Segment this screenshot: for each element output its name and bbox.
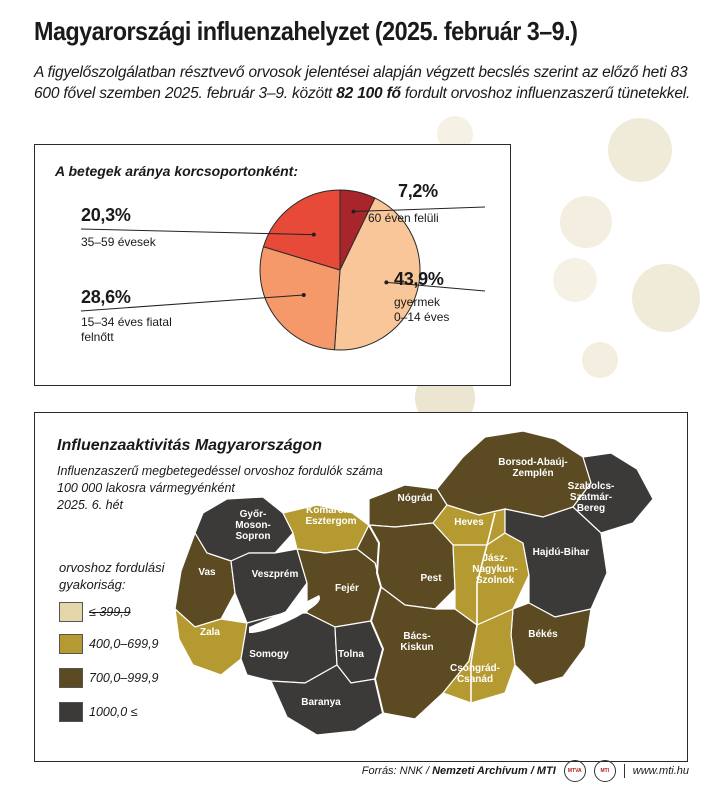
map-panel (34, 412, 688, 762)
source-text: Forrás: NNK / Nemzeti Archívum / MTI (361, 765, 556, 777)
label-15-34: 15–34 éves fiatal felnőtt (81, 315, 172, 344)
label-60: 60 éven felüli (368, 211, 439, 225)
legend-item-2: 400,0–699,9 (59, 633, 159, 655)
pie-title: A betegek aránya korcsoportonként: (55, 163, 298, 179)
county-label-somogy: Somogy (249, 649, 289, 660)
footer-url[interactable]: www.mti.hu (632, 765, 689, 777)
lead-highlight: 82 100 fő (336, 85, 401, 102)
legend-item-4: 1000,0 ≤ (59, 701, 138, 723)
county-label-pest: Pest (420, 573, 442, 584)
county-label-bacs-kiskun: Kiskun (400, 642, 434, 653)
county-label-csongrad-csanad: Csongrád- (450, 663, 500, 674)
county-label-baranya: Baranya (301, 697, 341, 708)
county-label-zala: Zala (199, 627, 221, 638)
county-label-komarom-esztergom: Esztergom (305, 516, 357, 527)
county-label-borsod-abauj-zemplen: Borsod-Abaúj- (498, 457, 568, 468)
county-label-bacs-kiskun: Bács- (403, 631, 431, 642)
pct-35-59: 20,3% (81, 205, 131, 225)
county-label-gyor-moson-sopron: Moson- (235, 520, 271, 531)
legend-title: orvoshoz fordulási gyakoriság: (59, 560, 165, 592)
county-label-borsod-abauj-zemplen: Zemplén (512, 468, 554, 479)
pie-chart (35, 145, 510, 385)
county-label-fejer: Fejér (335, 583, 359, 594)
county-label-komarom-esztergom: Komárom- (305, 505, 357, 516)
pie-chart-panel (34, 144, 511, 386)
county-label-veszprem: Veszprém (251, 569, 299, 580)
map-subtitle: Influenzaszerű megbetegedéssel orvoshoz fordulók száma 100 000 lakosra vármegyénként 2025. 6. hét (57, 464, 383, 512)
label-0-14: gyermek 0–14 éves (394, 295, 450, 324)
label-35-59: 35–59 évesek (81, 235, 156, 249)
county-label-gyor-moson-sopron: Sopron (235, 531, 271, 542)
mti-logo: MTI (594, 760, 616, 782)
map-title: Influenzaaktivitás Magyarországon (57, 437, 322, 454)
county-label-heves: Heves (454, 517, 484, 528)
mtva-logo: MTVA (564, 760, 586, 782)
county-label-szabolcs-szatmar-bereg: Szabolcs- (567, 481, 615, 492)
pct-0-14: 43,9% (394, 269, 444, 289)
county-label-nograd: Nógrád (397, 493, 433, 504)
county-bekes (511, 603, 591, 685)
county-label-vas: Vas (198, 567, 216, 578)
lead-paragraph: A figyelőszolgálatban résztvevő orvosok jelentései alapján végzett becslés szerint az előző heti 83 600 fővel szemben 2025. február 3–9. között 82 100 fő fordult orvoshoz influenzaszerű tünetekkel. (34, 64, 691, 102)
page-title: Magyarországi influenzahelyzet (2025. február 3–9.) (34, 16, 578, 46)
county-label-jasz-nagykun-szolnok: Nagykun- (472, 564, 518, 575)
county-label-hajdu-bihar: Hajdú-Bihar (532, 547, 590, 558)
county-label-jasz-nagykun-szolnok: Jász- (482, 553, 508, 564)
legend-item-1: ≤ 399,9 (59, 601, 131, 623)
county-label-bekes: Békés (528, 629, 558, 640)
pct-15-34: 28,6% (81, 287, 131, 307)
county-label-szabolcs-szatmar-bereg: Bereg (576, 503, 606, 514)
county-label-csongrad-csanad: Csanád (456, 674, 494, 685)
footer (362, 760, 689, 782)
pct-60: 7,2% (398, 181, 438, 201)
county-label-tolna: Tolna (338, 649, 364, 660)
county-label-szabolcs-szatmar-bereg: Szatmár- (569, 492, 613, 503)
legend-item-3: 700,0–999,9 (59, 667, 159, 689)
county-borsod-abauj-zemplen (437, 431, 591, 517)
county-label-gyor-moson-sopron: Győr- (239, 509, 267, 520)
county-label-jasz-nagykun-szolnok: Szolnok (475, 575, 515, 586)
